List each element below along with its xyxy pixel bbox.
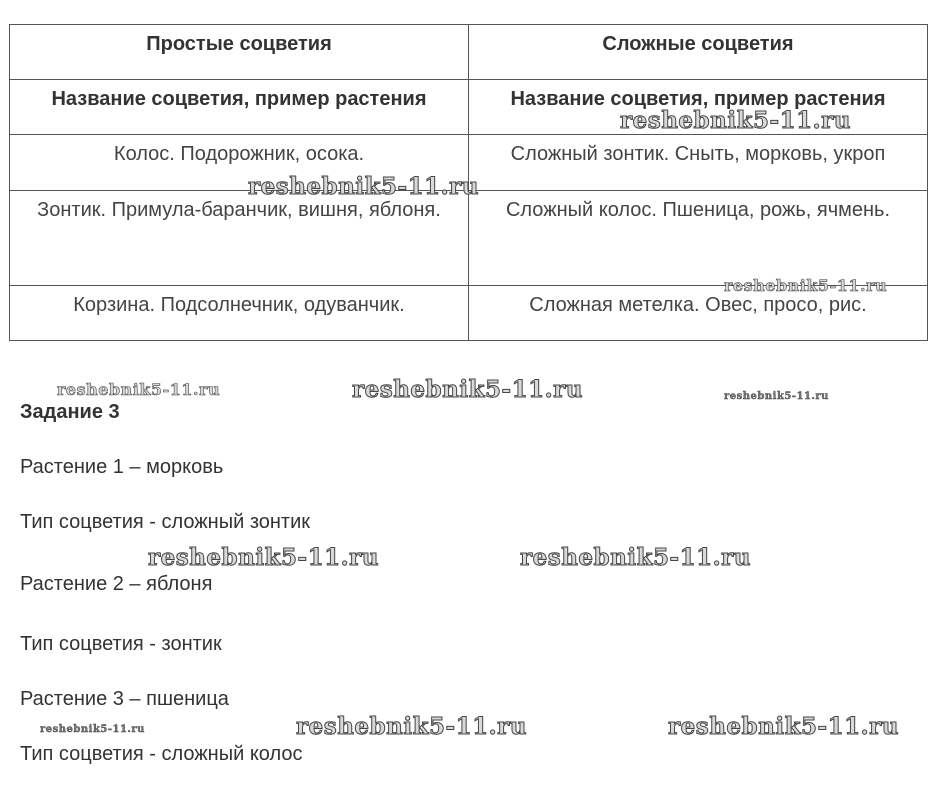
header-complex: Сложные соцветия <box>469 25 928 80</box>
table-cell-complex: Сложный зонтик. Сныть, морковь, укроп <box>469 135 928 191</box>
task-title: Задание 3 <box>20 401 120 423</box>
table-cell-simple: Зонтик. Примула-баранчик, вишня, яблоня. <box>10 191 469 286</box>
watermark: reshebnik5-11.ru <box>352 376 583 403</box>
task-line: Тип соцветия - сложный колос <box>20 743 303 765</box>
watermark: reshebnik5-11.ru <box>668 713 899 740</box>
table-header-row <box>10 25 928 80</box>
table-cell-simple: Корзина. Подсолнечник, одуванчик. <box>10 286 469 341</box>
task-line: Растение 2 – яблоня <box>20 573 213 595</box>
subheader-complex: Название соцветия, пример растения <box>469 80 928 135</box>
watermark: reshebnik5-11.ru <box>248 173 479 200</box>
task-line: Тип соцветия - сложный зонтик <box>20 511 311 533</box>
subheader-simple: Название соцветия, пример растения <box>10 80 469 135</box>
table-cell-complex: Сложный колос. Пшеница, рожь, ячмень. <box>469 191 928 286</box>
inflorescence-table <box>9 24 928 341</box>
task-line: Тип соцветия - зонтик <box>20 633 222 655</box>
table-row <box>10 135 928 191</box>
watermark: reshebnik5-11.ru <box>724 391 829 402</box>
watermark: reshebnik5-11.ru <box>148 544 379 571</box>
table-subheader-row <box>10 80 928 135</box>
watermark: reshebnik5-11.ru <box>40 724 145 735</box>
table-cell-simple: Колос. Подорожник, осока. <box>10 135 469 191</box>
watermark: reshebnik5-11.ru <box>724 276 888 295</box>
task-line: Растение 1 – морковь <box>20 456 224 478</box>
watermark: reshebnik5-11.ru <box>296 713 527 740</box>
watermark: reshebnik5-11.ru <box>620 107 851 134</box>
header-simple: Простые соцветия <box>10 25 469 80</box>
table-row <box>10 191 928 286</box>
table-cell-complex: Сложная метелка. Овес, просо, рис. <box>469 286 928 341</box>
task-line: Растение 3 – пшеница <box>20 688 229 710</box>
watermark: reshebnik5-11.ru <box>57 380 221 399</box>
watermark: reshebnik5-11.ru <box>520 544 751 571</box>
table-row <box>10 286 928 341</box>
